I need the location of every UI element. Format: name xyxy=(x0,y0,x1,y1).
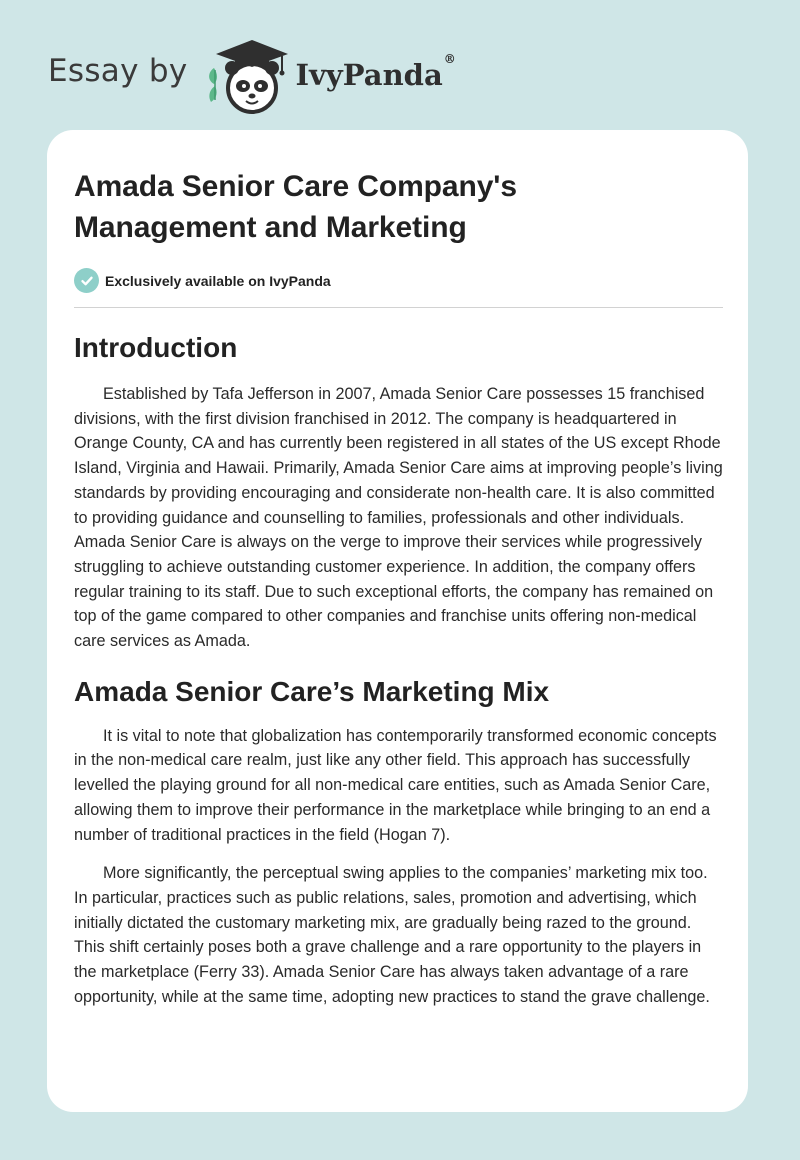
paragraph-marketing-mix-1: It is vital to note that globalization has contemporarily transformed economic concepts in the non-medical care realm, just like any other field. This approach has successfully levelled the playing ground for all non-medical care entities, such as Amada Senior Care, allowing them to improve their performance in the marketplace while bringing to an end a number of traditional practices in the field (Hogan 7). xyxy=(74,726,717,844)
brand-prefix: Essay by xyxy=(48,53,188,89)
registered-mark: ® xyxy=(443,52,456,66)
page-title xyxy=(74,166,723,248)
exclusive-badge xyxy=(74,268,723,293)
badge-text: Exclusively available on IvyPanda xyxy=(105,272,331,289)
section-heading-marketing-mix: Amada Senior Care’s Marketing Mix xyxy=(74,675,550,707)
site-logo[interactable] xyxy=(48,34,456,114)
brand-name: IvyPanda® xyxy=(295,52,456,92)
check-circle-icon xyxy=(74,268,99,293)
title-line-2: Management and Marketing xyxy=(74,211,467,244)
paragraph-introduction: Established by Tafa Jefferson in 2007, Amada Senior Care possesses 15 franchised divisions, with the first division franchised in 2012. The company is headquartered in Orange County, CA and has currently been registered in all states of the US except Rhode Island, Virginia and Hawaii. Primarily, Amada Senior Care aims at improving people’s living standards by providing encouraging and considerate non-health care. It is also committed to providing guidance and counselling to families, professionals and other individuals. Amada Senior Care is always on the verge to improve their services while progressively struggling to achieve outstanding customer experience. In addition, the company offers regular training to its staff. Due to such exceptional efforts, the company has remained on top of the game compared to other companies and franchise units offering non-medical care services as Amada. xyxy=(74,385,723,651)
title-line-1: Amada Senior Care Company's xyxy=(74,170,517,203)
essay-content xyxy=(74,166,723,1009)
paragraph-marketing-mix-2: More significantly, the perceptual swing applies to the companies’ marketing mix too. In particular, practices such as public relations, sales, promotion and advertising, which initially dictated the customary marketing mix, are gradually being razed to the ground. This shift certainly poses both a grave challenge and a rare opportunity to the players in the marketplace (Ferry 33). Amada Senior Care has always taken advantage of a rare opportunity, while at the same time, adopting new practices to stand the grave challenge. xyxy=(74,864,710,1006)
panda-graduation-cap-logo-icon xyxy=(202,34,294,114)
section-heading-introduction: Introduction xyxy=(74,332,238,363)
divider xyxy=(74,307,723,308)
essay-card xyxy=(47,130,748,1112)
